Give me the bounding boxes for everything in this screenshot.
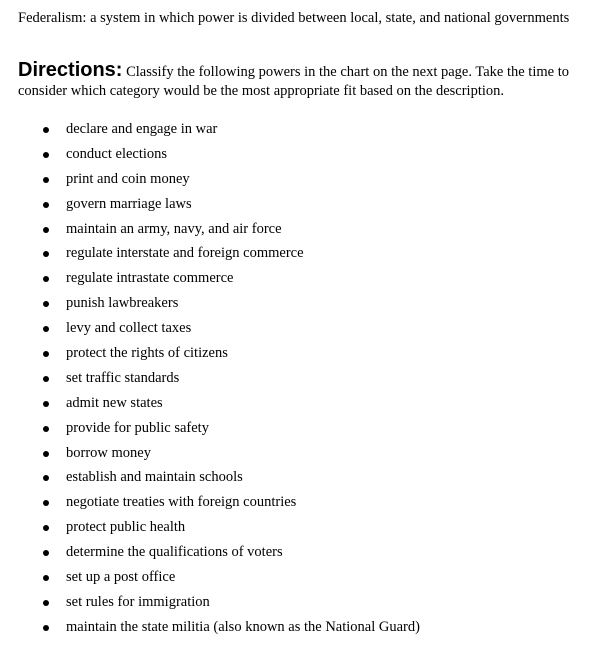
list-item	[0, 117, 602, 142]
power-text: govern marriage laws	[66, 195, 192, 212]
power-text: print and coin money	[66, 170, 190, 187]
power-text: negotiate treaties with foreign countries	[66, 494, 297, 511]
list-item	[0, 316, 602, 341]
directions-paragraph	[18, 61, 602, 101]
list-item	[0, 391, 602, 416]
bullet-icon	[43, 351, 49, 357]
bullet-icon	[43, 376, 49, 382]
bullet-icon	[43, 575, 49, 581]
list-item	[0, 266, 602, 291]
list-item	[0, 615, 602, 640]
bullet-icon	[43, 127, 49, 133]
bullet-icon	[43, 152, 49, 158]
list-item	[0, 291, 602, 316]
powers-list	[0, 117, 602, 640]
list-item	[0, 590, 602, 615]
power-text: set rules for immigration	[66, 593, 210, 610]
list-item	[0, 366, 602, 391]
list-item	[0, 540, 602, 565]
directions-text: Classify the following powers in the chart on the next page. Take the time to consider which category would be the most appropriate fit based on the description.	[18, 64, 569, 99]
bullet-icon	[43, 525, 49, 531]
list-item	[0, 565, 602, 590]
power-text: regulate interstate and foreign commerce	[66, 245, 304, 262]
list-item	[0, 217, 602, 242]
power-text: admit new states	[66, 394, 163, 411]
bullet-icon	[43, 500, 49, 506]
power-text: set traffic standards	[66, 369, 180, 386]
power-text: protect public health	[66, 519, 186, 536]
power-text: declare and engage in war	[66, 121, 218, 137]
list-item	[0, 241, 602, 266]
bullet-icon	[43, 451, 49, 457]
power-text: determine the qualifications of voters	[66, 544, 283, 561]
power-text: levy and collect taxes	[66, 320, 192, 337]
bullet-icon	[43, 625, 49, 631]
bullet-icon	[43, 426, 49, 432]
bullet-icon	[43, 475, 49, 481]
power-text: set up a post office	[66, 569, 176, 586]
directions-label: Directions:	[18, 59, 123, 81]
list-item	[0, 192, 602, 217]
list-item	[0, 515, 602, 540]
list-item	[0, 441, 602, 466]
federalism-definition: Federalism: a system in which power is divided between local, state, and national governments	[18, 10, 570, 26]
power-text: provide for public safety	[66, 419, 209, 436]
power-text: borrow money	[66, 444, 151, 461]
list-item	[0, 465, 602, 490]
power-text: maintain the state militia (also known as the National Guard)	[66, 618, 420, 635]
power-text: maintain an army, navy, and air force	[66, 220, 282, 237]
bullet-icon	[43, 326, 49, 332]
bullet-icon	[43, 177, 49, 183]
bullet-icon	[43, 227, 49, 233]
list-item	[0, 416, 602, 441]
bullet-icon	[43, 600, 49, 606]
list-item	[0, 341, 602, 366]
bullet-icon	[43, 276, 49, 282]
power-text: regulate intrastate commerce	[66, 270, 234, 287]
bullet-icon	[43, 251, 49, 257]
bullet-icon	[43, 301, 49, 307]
bullet-icon	[43, 202, 49, 208]
list-item	[0, 167, 602, 192]
power-text: establish and maintain schools	[66, 469, 243, 486]
bullet-icon	[43, 401, 49, 407]
power-text: punish lawbreakers	[66, 295, 179, 312]
power-text: conduct elections	[66, 145, 168, 162]
list-item	[0, 490, 602, 515]
power-text: protect the rights of citizens	[66, 345, 228, 362]
bullet-icon	[43, 550, 49, 556]
list-item	[0, 142, 602, 167]
